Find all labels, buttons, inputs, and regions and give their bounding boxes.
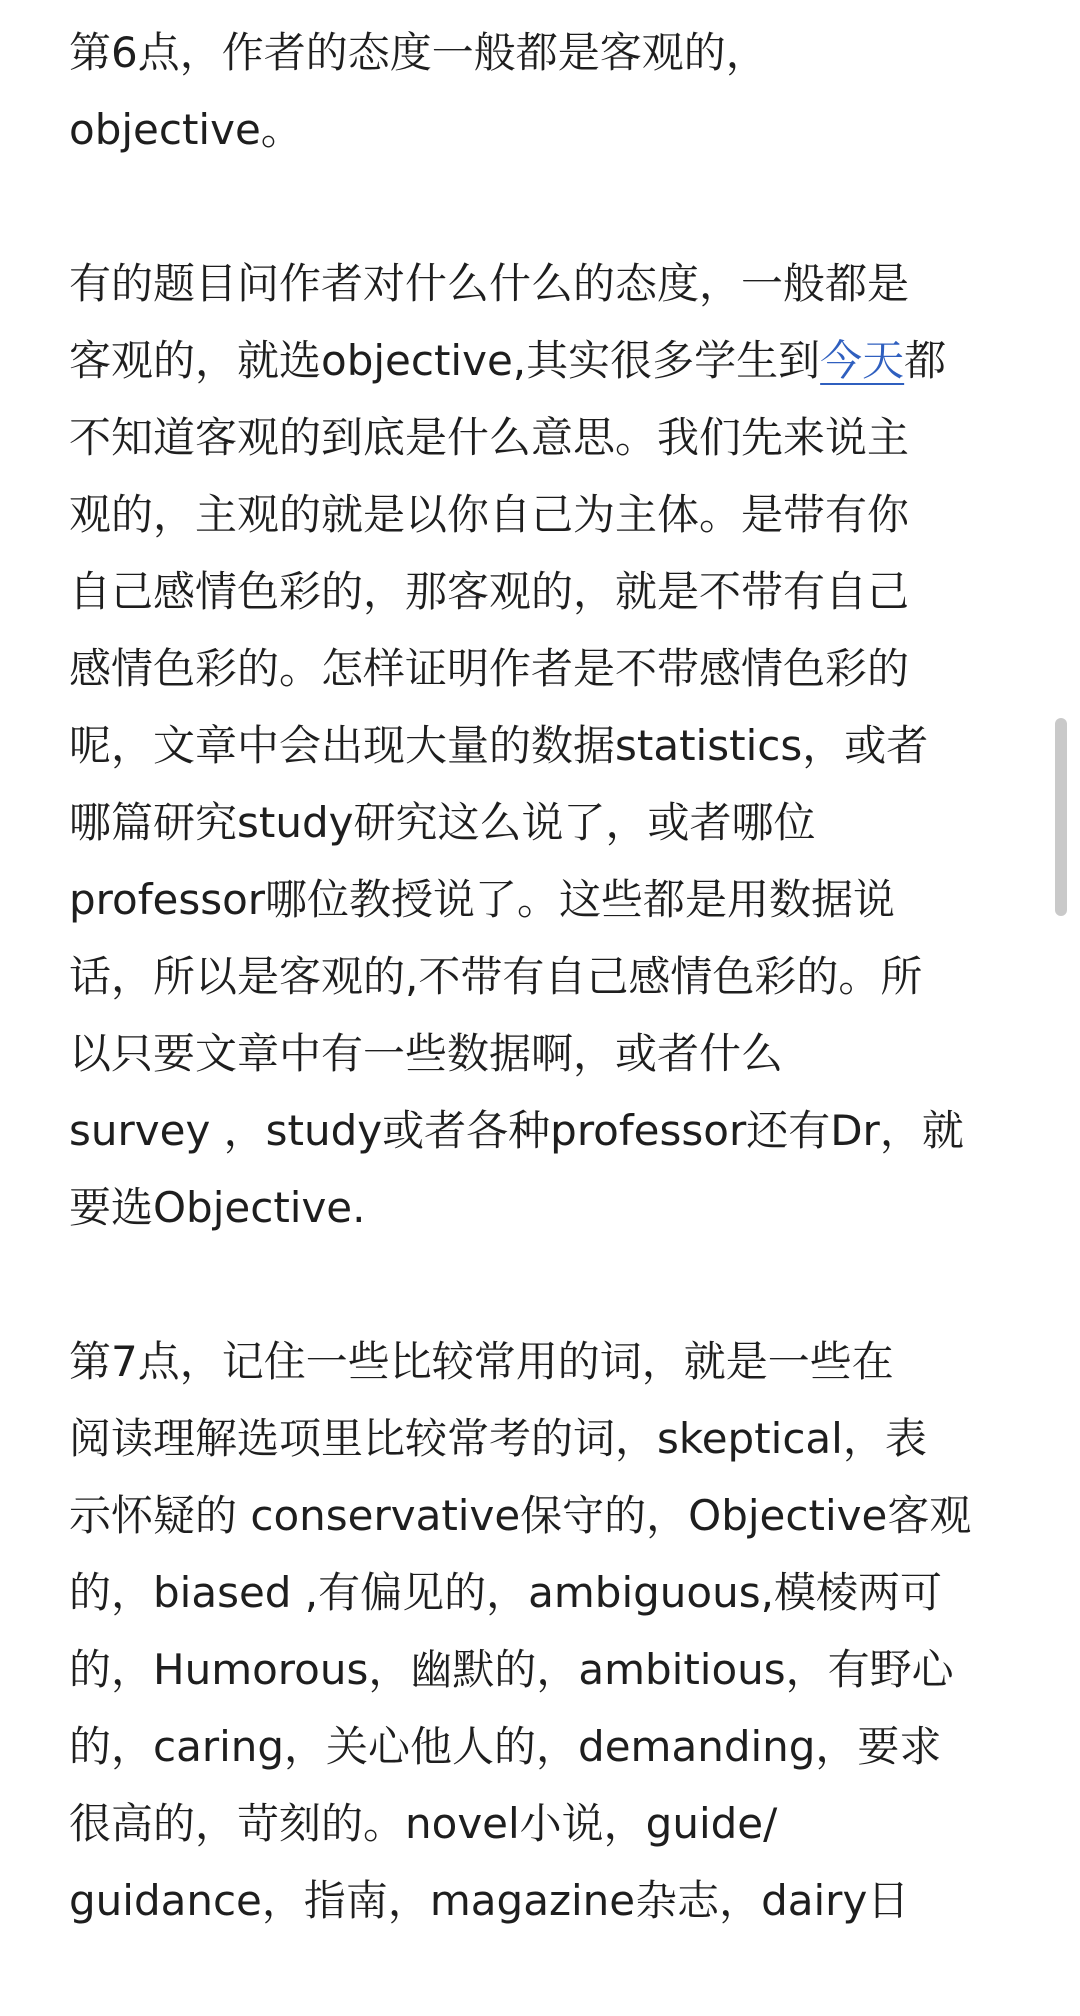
text-line: 以只要文章中有一些数据啊，或者什么 <box>69 1029 784 1078</box>
text-line: guidance，指南，magazine杂志，dairy日 <box>69 1876 910 1925</box>
text-line: 不知道客观的到底是什么意思。我们先来说主 <box>69 413 910 462</box>
text-line: objective。 <box>69 105 303 154</box>
text-line: 哪篇研究study研究这么说了，或者哪位 <box>69 798 816 847</box>
article-body <box>69 14 1009 2016</box>
text-line: 第7点，记住一些比较常用的词，就是一些在 <box>69 1337 894 1386</box>
text-line: 阅读理解选项里比较常考的词，skeptical，表 <box>69 1414 927 1463</box>
keyword-link[interactable]: 今天 <box>820 336 905 385</box>
text-line: survey ，study或者各种professor还有Dr，就 <box>69 1106 964 1155</box>
paragraph <box>69 14 1009 168</box>
text-line <box>69 322 1009 399</box>
scrollbar-thumb[interactable] <box>1055 718 1067 916</box>
text-line: 话，所以是客观的,不带有自己感情色彩的。所 <box>69 952 923 1001</box>
paragraph <box>69 1323 1009 1939</box>
text-line: 的，caring，关心他人的，demanding，要求 <box>69 1722 942 1771</box>
text-line: 呢，文章中会出现大量的数据statistics，或者 <box>69 721 929 770</box>
text-line: 观的，主观的就是以你自己为主体。是带有你 <box>69 490 910 539</box>
text-line: 要选Objective. <box>69 1183 366 1232</box>
text-line: 自己感情色彩的，那客观的，就是不带有自己 <box>69 567 910 616</box>
text-line: professor哪位教授说了。这些都是用数据说 <box>69 875 896 924</box>
text-line: 第6点，作者的态度一般都是客观的， <box>69 28 768 77</box>
text-line: 的，Humorous，幽默的，ambitious，有野心 <box>69 1645 954 1694</box>
text-line: 示怀疑的 conservative保守的，Objective客观 <box>69 1491 972 1540</box>
text-segment: 客观的，就选objective,其实很多学生到 <box>69 336 821 385</box>
text-line: 的，biased ,有偏见的，ambiguous,模棱两可 <box>69 1568 942 1617</box>
text-line: 感情色彩的。怎样证明作者是不带感情色彩的 <box>69 644 910 693</box>
paragraph <box>69 245 1009 1246</box>
text-line: 有的题目问作者对什么什么的态度，一般都是 <box>69 259 910 308</box>
text-line: 很高的，苛刻的。novel小说，guide/ <box>69 1799 778 1848</box>
text-segment: 都 <box>904 336 947 385</box>
